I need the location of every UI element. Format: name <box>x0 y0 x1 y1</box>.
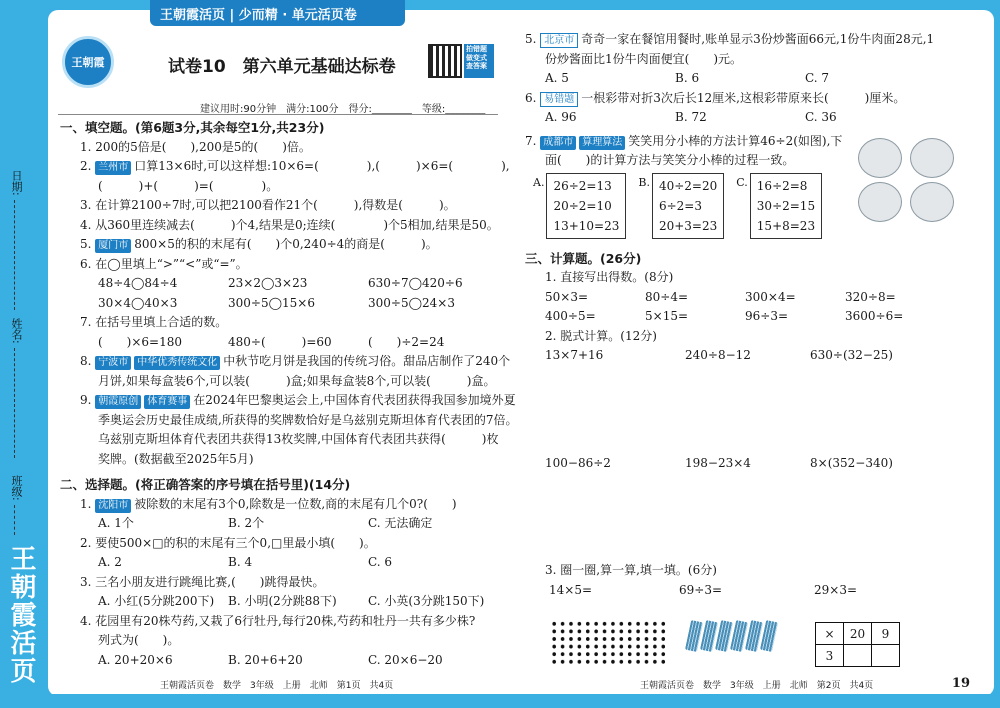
source-tag: 朝霞原创 <box>95 395 141 409</box>
fill-q7: 7. 在括号里填上合适的数。 <box>80 315 228 329</box>
side-label-date: 日期: <box>10 170 23 196</box>
option-label: A. <box>533 175 545 189</box>
choice-q7: 7. 成都市 算理算法 笑笑用分小棒的方法计算46÷2(如图),下 <box>525 133 843 148</box>
stick-group-icon <box>858 182 902 222</box>
oral-row-1 <box>525 288 965 308</box>
stepwise-item: 240÷8−12 <box>685 348 751 362</box>
circle-item: 29×3= <box>814 582 858 597</box>
choice-q7-text: 笑笑用分小棒的方法计算46÷2(如图),下 <box>628 133 843 148</box>
option: B. 6 <box>675 71 700 85</box>
stepwise-item: 198−23×4 <box>685 455 751 470</box>
option: B. 4 <box>228 555 253 569</box>
grid-cell: 3 <box>816 645 844 667</box>
oral-item: 300×4= <box>745 289 796 304</box>
choice-q4: 4. 花园里有20株芍药,又栽了6行牡丹,每行20株,芍药和牡丹一共有多少株? <box>80 613 476 628</box>
option: B. 72 <box>675 110 707 124</box>
method-box <box>652 173 724 239</box>
circle-item: 14×5= <box>549 582 593 597</box>
option: B. 20+6+20 <box>228 652 303 667</box>
choice-q7-cont: 面( )的计算方法与笑笑分小棒的过程一致。 <box>545 153 795 167</box>
option-label: C. <box>736 175 748 189</box>
calc-q2: 2. 脱式计算。(12分) <box>545 328 657 343</box>
fill-q9-cont: 乌兹别克斯坦体育代表团共获得13枚奖牌,中国体育代表团共获得( )枚 <box>98 432 499 446</box>
choice-q4-cont: 列式为( )。 <box>98 633 180 647</box>
brand-logo: 王朝霞 <box>62 36 114 88</box>
method-line: 16÷2=8 <box>756 178 808 193</box>
topic-tag: 算理算法 <box>579 136 625 150</box>
method-line: 6÷2=3 <box>658 198 702 213</box>
method-line: 20÷2=10 <box>553 198 612 213</box>
option: C. 无法确定 <box>368 516 433 530</box>
grid-cell[interactable] <box>872 645 900 667</box>
fill-q9-cont: 季奥运会历史最佳成绩,所获得的奖牌数恰好是乌兹别克斯坦体育代表团的7倍。 <box>98 412 518 427</box>
section-3-heading: 三、计算题。(26分) <box>525 250 642 266</box>
blank-item: ( )÷2=24 <box>368 334 445 349</box>
choice-options <box>525 108 965 128</box>
option: B. 小明(2分跳88下) <box>228 594 337 608</box>
choice-options <box>60 651 510 671</box>
region-tag: 北京市 <box>540 33 578 48</box>
side-label-class: 班级: <box>10 475 23 501</box>
mistake-tag: 易错题 <box>540 92 578 107</box>
page-title: 试卷10 第六单元基础达标卷 <box>168 57 396 77</box>
stepwise-item: 8×(352−340) <box>810 455 893 470</box>
method-line: 30÷2=15 <box>756 198 816 213</box>
fill-q1: 1. 200的5倍是( ),200是5的( )倍。 <box>80 139 311 154</box>
calc-q3: 3. 圈一圈,算一算,填一填。(6分) <box>545 563 717 577</box>
section-2-heading: 二、选择题。(将正确答案的序号填在括号里)(14分) <box>60 477 351 492</box>
fill-q8-text: 中秋节吃月饼是我国的传统习俗。甜品店制作了240个 <box>223 354 511 368</box>
exam-meta: 建议用时:90分钟 满分:100分 得分:________ 等级:________ <box>200 104 486 115</box>
section-1-heading: 一、填空题。(第6题3分,其余每空1分,共23分) <box>60 120 325 135</box>
option: C. 小英(3分跳150下) <box>368 594 485 608</box>
option: A. 1个 <box>98 516 134 530</box>
fill-q4: 4. 从360里连续减去( )个4,结果是0;连续( )个5相加,结果是50。 <box>80 217 499 232</box>
option: A. 96 <box>545 110 577 124</box>
calc-q1: 1. 直接写出得数。(8分) <box>545 270 674 284</box>
circle-item: 69÷3= <box>679 582 723 597</box>
option: C. 7 <box>805 71 830 85</box>
footer-right: 王朝霞活页卷 数学 3年级 上册 北师 第2页 共4页 <box>640 681 874 691</box>
region-tag: 厦门市 <box>95 239 131 253</box>
page-number: 19 <box>951 676 970 691</box>
oral-item: 3600÷6= <box>845 309 904 323</box>
method-box <box>750 173 822 239</box>
fill-q5: 5. 厦门市 800×5的积的末尾有( )个0,240÷4的商是( )。 <box>80 237 438 251</box>
oral-item: 400÷5= <box>545 309 596 323</box>
oral-row-2 <box>525 307 965 327</box>
method-line: 26÷2=13 <box>553 178 612 193</box>
grid-cell: 9 <box>872 623 900 645</box>
blank-item: ( )×6=180 <box>98 334 183 349</box>
oral-item: 96÷3= <box>745 309 789 323</box>
left-column <box>60 118 518 670</box>
choice-q2: 2. 要使500×□的积的末尾有三个0,□里最小填( )。 <box>80 535 376 550</box>
oral-item: 5×15= <box>645 309 689 323</box>
option: A. 5 <box>545 71 569 85</box>
region-tag: 成都市 <box>540 136 576 150</box>
fill-q2: 2. 兰州市 口算13×6时,可以这样想:10×6=( ),( )×6=( ), <box>80 159 510 173</box>
option: A. 2 <box>98 555 122 569</box>
footer-left: 王朝霞活页卷 数学 3年级 上册 北师 第1页 共4页 <box>160 681 394 691</box>
fill-q5-text: 800×5的积的末尾有( )个0,240÷4的商是( )。 <box>134 237 438 251</box>
divider <box>58 114 498 115</box>
method-option-a <box>533 173 626 239</box>
series-banner: 王朝霞活页 | 少而精 · 单元活页卷 <box>150 0 405 26</box>
side-line-class <box>14 505 15 535</box>
stepwise-item: 13×7+16 <box>545 348 604 362</box>
compare-item: 300÷5◯24×3 <box>368 295 455 310</box>
stepwise-row-1 <box>525 346 965 366</box>
side-label-name: 姓名: <box>10 318 23 344</box>
choice-q6: 6. 易错题 一根彩带对折3次后长12厘米,这根彩带原来长( )厘米。 <box>525 90 906 105</box>
choice-q5: 5. 北京市 奇奇一家在餐馆用餐时,账单显示3份炒酱面66元,1份牛肉面28元,1 <box>525 32 935 46</box>
compare-row-2 <box>60 294 510 314</box>
stick-bundle-group-icon <box>910 138 954 178</box>
choice-options <box>60 553 510 573</box>
region-tag: 沈阳市 <box>95 499 131 513</box>
right-column <box>525 30 965 600</box>
oral-item: 50×3= <box>545 289 589 304</box>
option: C. 20×6−20 <box>368 652 443 667</box>
topic-tag: 体育赛事 <box>144 395 190 409</box>
oral-item: 80÷4= <box>645 289 689 304</box>
compare-item: 23×2◯3×23 <box>228 276 308 290</box>
fill-q9-text: 在2024年巴黎奥运会上,中国体育代表团获得我国参加境外夏 <box>193 393 516 407</box>
fill-q3: 3. 在计算2100÷7时,可以把2100看作21个( ),得数是( )。 <box>80 198 456 212</box>
topic-tag: 中华优秀传统文化 <box>134 356 220 370</box>
choice-options <box>525 69 965 89</box>
method-option-c <box>736 173 822 239</box>
choice-q3: 3. 三名小朋友进行跳绳比赛,( )跳得最快。 <box>80 574 325 589</box>
method-line: 20+3=23 <box>658 218 718 233</box>
compare-row-1 <box>60 274 510 294</box>
region-tag: 宁波市 <box>95 356 131 370</box>
compare-item: 630÷7◯420÷6 <box>368 276 463 290</box>
dot-array-figure <box>550 620 668 666</box>
stepwise-item: 630÷(32−25) <box>810 348 893 362</box>
choice-q5-text: 奇奇一家在餐馆用餐时,账单显示3份炒酱面66元,1份牛肉面28元,1 <box>581 32 935 46</box>
option: C. 6 <box>368 555 393 569</box>
circle-items <box>525 581 965 601</box>
compare-item: 30×4◯40×3 <box>98 295 178 310</box>
choice-options <box>60 592 510 612</box>
multiplication-grid <box>815 622 900 667</box>
compare-item: 300÷5◯15×6 <box>228 295 315 310</box>
qr-tag: 拍错题 做变式 查答案 <box>464 44 494 78</box>
option: A. 20+20×6 <box>98 652 173 667</box>
stepwise-row-2 <box>525 454 965 474</box>
option: C. 36 <box>805 110 837 124</box>
fill-q8: 8. 宁波市 中华优秀传统文化 中秋节吃月饼是我国的传统习俗。甜品店制作了240个 <box>80 354 511 368</box>
fill-q8-cont: 月饼,如果每盒装6个,可以装( )盒;如果每盒装8个,可以装( )盒。 <box>98 373 496 388</box>
choice-q1-text: 被除数的末尾有3个0,除数是一位数,商的末尾有几个0?( ) <box>134 496 457 511</box>
side-line-date <box>14 200 15 310</box>
side-line-name <box>14 348 15 458</box>
grid-cell: × <box>816 623 844 645</box>
fill-q7-row <box>60 333 510 353</box>
stick-group-icon <box>910 182 954 222</box>
option: B. 2个 <box>228 516 265 530</box>
stick-bundle-group-icon <box>858 138 902 178</box>
qr-code-icon[interactable] <box>428 44 462 78</box>
option-label: B. <box>638 175 650 189</box>
method-option-b <box>638 173 724 239</box>
option: A. 小红(5分跳200下) <box>98 594 215 608</box>
fill-q9-cont: 奖牌。(数据截至2025年5月) <box>98 451 254 466</box>
grid-cell[interactable] <box>844 645 872 667</box>
choice-q1: 1. 沈阳市 被除数的末尾有3个0,除数是一位数,商的末尾有几个0?( ) <box>80 496 457 511</box>
fill-q6: 6. 在◯里填上“>”“<”或“=”。 <box>80 256 248 271</box>
method-box <box>546 173 626 239</box>
choice-q5-cont: 份炒酱面比1份牛肉面便宜( )元。 <box>545 51 742 66</box>
choice-q6-text: 一根彩带对折3次后长12厘米,这根彩带原来长( )厘米。 <box>581 90 906 105</box>
method-line: 13+10=23 <box>553 218 620 233</box>
side-brand-logo: 王朝霞活页 <box>6 545 36 685</box>
bottom-bar <box>0 694 1000 708</box>
method-line: 40÷2=20 <box>658 178 718 193</box>
blank-item: 480÷( )=60 <box>228 334 332 349</box>
stepwise-item: 100−86÷2 <box>545 455 611 470</box>
method-line: 15+8=23 <box>756 218 816 233</box>
choice-options <box>60 514 510 534</box>
fill-q2-text: 口算13×6时,可以这样想:10×6=( ),( )×6=( ), <box>134 159 510 173</box>
oral-item: 320÷8= <box>845 289 896 304</box>
compare-item: 48÷4◯84÷4 <box>98 276 178 290</box>
region-tag: 兰州市 <box>95 161 131 175</box>
fill-q2-cont: ( )+( )=( )。 <box>98 178 279 193</box>
grid-cell: 20 <box>844 623 872 645</box>
fill-q9: 9. 朝霞原创 体育赛事 在2024年巴黎奥运会上,中国体育代表团获得我国参加境外夏 <box>80 393 516 407</box>
